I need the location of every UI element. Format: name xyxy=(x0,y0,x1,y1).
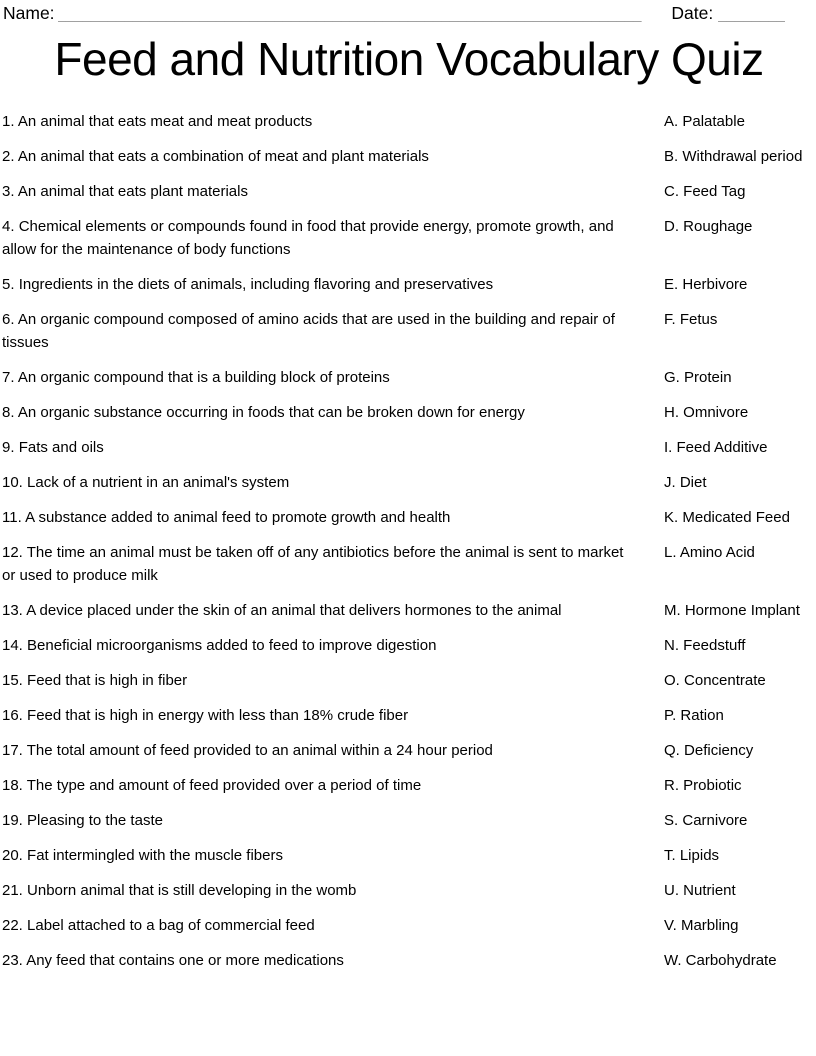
answer-option xyxy=(664,809,816,832)
answer-term: Feed Tag xyxy=(683,183,746,201)
answer-option xyxy=(664,704,816,727)
answer-term: Ration xyxy=(680,707,724,725)
answer-letter: F. xyxy=(664,311,676,329)
question-text xyxy=(2,436,664,459)
question-text xyxy=(2,180,664,203)
header xyxy=(2,3,816,24)
answer-option xyxy=(664,506,816,529)
answer-option xyxy=(664,471,816,494)
question-number: 9. xyxy=(2,439,15,457)
answer-option xyxy=(664,634,816,657)
answer-term: Hormone Implant xyxy=(684,602,800,620)
question-number: 11. xyxy=(2,509,22,527)
question-definition: Feed that is high in fiber xyxy=(27,672,188,690)
question-definition: An animal that eats meat and meat products xyxy=(17,113,313,131)
answer-option xyxy=(664,145,816,168)
question-definition: The type and amount of feed provided over a period of time xyxy=(26,777,422,795)
answer-term: Lipids xyxy=(679,847,720,865)
answer-option xyxy=(664,401,816,424)
answer-letter: H. xyxy=(664,404,679,422)
question-text xyxy=(2,844,664,867)
question-number: 15. xyxy=(2,672,23,690)
question-definition: An organic compound that is a building block of proteins xyxy=(17,369,390,387)
matching-row xyxy=(2,809,816,832)
matching-row xyxy=(2,914,816,937)
question-text xyxy=(2,308,664,354)
question-definition: Fat intermingled with the muscle fibers xyxy=(27,847,283,865)
matching-row xyxy=(2,401,816,424)
answer-letter: B. xyxy=(664,148,679,166)
answer-option xyxy=(664,879,816,902)
question-number: 10. xyxy=(2,474,23,492)
answer-option xyxy=(664,949,816,972)
answer-option xyxy=(664,308,816,331)
answer-option xyxy=(664,366,816,389)
question-number: 5. xyxy=(2,276,15,294)
answer-term: Roughage xyxy=(683,218,753,236)
question-definition: Chemical elements or compounds found in food that provide energy, promote growth, and allow for the maintenance of body functions xyxy=(2,218,614,259)
date-blank-line: ________ xyxy=(718,6,785,23)
answer-letter: R. xyxy=(664,777,679,795)
matching-row xyxy=(2,949,816,972)
matching-row xyxy=(2,879,816,902)
question-number: 4. xyxy=(2,218,15,236)
question-text xyxy=(2,215,664,261)
question-text xyxy=(2,541,664,587)
answer-option xyxy=(664,669,816,692)
name-label: Name: xyxy=(3,3,55,23)
answer-term: Fetus xyxy=(679,311,718,329)
question-number: 14. xyxy=(2,637,23,655)
question-definition: An animal that eats a combination of meat and plant materials xyxy=(17,148,429,166)
answer-letter: W. xyxy=(664,952,682,970)
answer-term: Concentrate xyxy=(684,672,766,690)
question-number: 18. xyxy=(2,777,23,795)
matching-row xyxy=(2,273,816,296)
answer-option xyxy=(664,844,816,867)
question-definition: An organic substance occurring in foods that can be broken down for energy xyxy=(17,404,525,422)
question-text xyxy=(2,774,664,797)
question-number: 16. xyxy=(2,707,23,725)
answer-term: Carnivore xyxy=(682,812,748,830)
question-number: 21. xyxy=(2,882,23,900)
answer-letter: E. xyxy=(664,276,679,294)
answer-letter: G. xyxy=(664,369,680,387)
name-blank-line: ______________________________________________________________________ xyxy=(57,6,642,23)
question-definition: Unborn animal that is still developing in the womb xyxy=(27,882,357,900)
question-text xyxy=(2,599,664,622)
question-text xyxy=(2,914,664,937)
question-number: 17. xyxy=(2,742,23,760)
question-definition: Lack of a nutrient in an animal's system xyxy=(27,474,290,492)
question-number: 1. xyxy=(2,113,15,131)
answer-letter: C. xyxy=(664,183,679,201)
answer-option xyxy=(664,273,816,296)
matching-row xyxy=(2,471,816,494)
question-definition: A device placed under the skin of an animal that delivers hormones to the animal xyxy=(26,602,562,620)
question-text xyxy=(2,739,664,762)
question-text xyxy=(2,471,664,494)
question-definition: Feed that is high in energy with less than 18% crude fiber xyxy=(27,707,409,725)
matching-row xyxy=(2,145,816,168)
answer-term: Marbling xyxy=(680,917,739,935)
question-text xyxy=(2,704,664,727)
question-definition: A substance added to animal feed to promote growth and health xyxy=(25,509,451,527)
answer-term: Palatable xyxy=(682,113,745,131)
matching-row xyxy=(2,669,816,692)
question-text xyxy=(2,273,664,296)
question-definition: An animal that eats plant materials xyxy=(17,183,248,201)
matching-row xyxy=(2,215,816,261)
question-definition: Fats and oils xyxy=(18,439,104,457)
question-number: 19. xyxy=(2,812,23,830)
answer-term: Medicated Feed xyxy=(682,509,790,527)
question-text xyxy=(2,506,664,529)
answer-term: Withdrawal period xyxy=(682,148,803,166)
question-definition: Any feed that contains one or more medications xyxy=(26,952,344,970)
matching-row xyxy=(2,541,816,587)
answer-term: Deficiency xyxy=(684,742,754,760)
question-number: 8. xyxy=(2,404,15,422)
answer-letter: Q. xyxy=(664,742,680,760)
matching-row xyxy=(2,366,816,389)
question-number: 7. xyxy=(2,369,15,387)
question-number: 12. xyxy=(2,544,23,562)
matching-list xyxy=(2,110,816,972)
answer-letter: O. xyxy=(664,672,680,690)
matching-row xyxy=(2,436,816,459)
answer-letter: T. xyxy=(664,847,676,865)
answer-term: Amino Acid xyxy=(679,544,755,562)
answer-option xyxy=(664,215,816,238)
matching-row xyxy=(2,180,816,203)
answer-option xyxy=(664,774,816,797)
answer-letter: U. xyxy=(664,882,679,900)
matching-row xyxy=(2,844,816,867)
answer-term: Herbivore xyxy=(682,276,748,294)
matching-row xyxy=(2,774,816,797)
answer-term: Feed Additive xyxy=(676,439,768,457)
matching-row xyxy=(2,739,816,762)
question-definition: Label attached to a bag of commercial feed xyxy=(27,917,315,935)
answer-letter: A. xyxy=(664,113,679,131)
question-text xyxy=(2,879,664,902)
matching-row xyxy=(2,704,816,727)
answer-letter: I. xyxy=(664,439,673,457)
matching-row xyxy=(2,634,816,657)
answer-option xyxy=(664,739,816,762)
question-number: 6. xyxy=(2,311,15,329)
matching-row xyxy=(2,506,816,529)
answer-term: Diet xyxy=(679,474,707,492)
answer-option xyxy=(664,541,816,564)
question-definition: Ingredients in the diets of animals, including flavoring and preservatives xyxy=(18,276,494,294)
question-number: 22. xyxy=(2,917,23,935)
answer-letter: S. xyxy=(664,812,679,830)
question-number: 3. xyxy=(2,183,15,201)
answer-letter: M. xyxy=(664,602,681,620)
question-definition: Pleasing to the taste xyxy=(27,812,163,830)
answer-letter: K. xyxy=(664,509,679,527)
question-definition: The time an animal must be taken off of any antibiotics before the animal is sent to market or used to produce milk xyxy=(2,544,624,585)
question-text xyxy=(2,809,664,832)
question-text xyxy=(2,110,664,133)
question-number: 2. xyxy=(2,148,15,166)
matching-row xyxy=(2,308,816,354)
question-number: 20. xyxy=(2,847,23,865)
question-text xyxy=(2,949,664,972)
question-text xyxy=(2,634,664,657)
answer-letter: J. xyxy=(664,474,676,492)
question-text xyxy=(2,401,664,424)
answer-term: Carbohydrate xyxy=(685,952,777,970)
matching-row xyxy=(2,599,816,622)
answer-option xyxy=(664,599,816,622)
question-number: 23. xyxy=(2,952,23,970)
question-definition: Beneficial microorganisms added to feed to improve digestion xyxy=(27,637,437,655)
answer-term: Protein xyxy=(684,369,732,387)
question-definition: An organic compound composed of amino acids that are used in the building and repair of tissues xyxy=(2,311,615,352)
answer-term: Feedstuff xyxy=(683,637,746,655)
date-label: Date: xyxy=(671,3,714,23)
answer-term: Omnivore xyxy=(683,404,749,422)
page-title: Feed and Nutrition Vocabulary Quiz xyxy=(54,33,764,85)
answer-option xyxy=(664,436,816,459)
question-text xyxy=(2,366,664,389)
question-text xyxy=(2,145,664,168)
question-definition: The total amount of feed provided to an animal within a 24 hour period xyxy=(26,742,493,760)
answer-term: Probiotic xyxy=(683,777,742,795)
question-number: 13. xyxy=(2,602,23,620)
answer-letter: N. xyxy=(664,637,679,655)
answer-letter: L. xyxy=(664,544,677,562)
answer-option xyxy=(664,914,816,937)
answer-option xyxy=(664,110,816,133)
answer-option xyxy=(664,180,816,203)
question-text xyxy=(2,669,664,692)
answer-term: Nutrient xyxy=(683,882,736,900)
answer-letter: P. xyxy=(664,707,677,725)
answer-letter: D. xyxy=(664,218,679,236)
answer-letter: V. xyxy=(664,917,677,935)
matching-row xyxy=(2,110,816,133)
